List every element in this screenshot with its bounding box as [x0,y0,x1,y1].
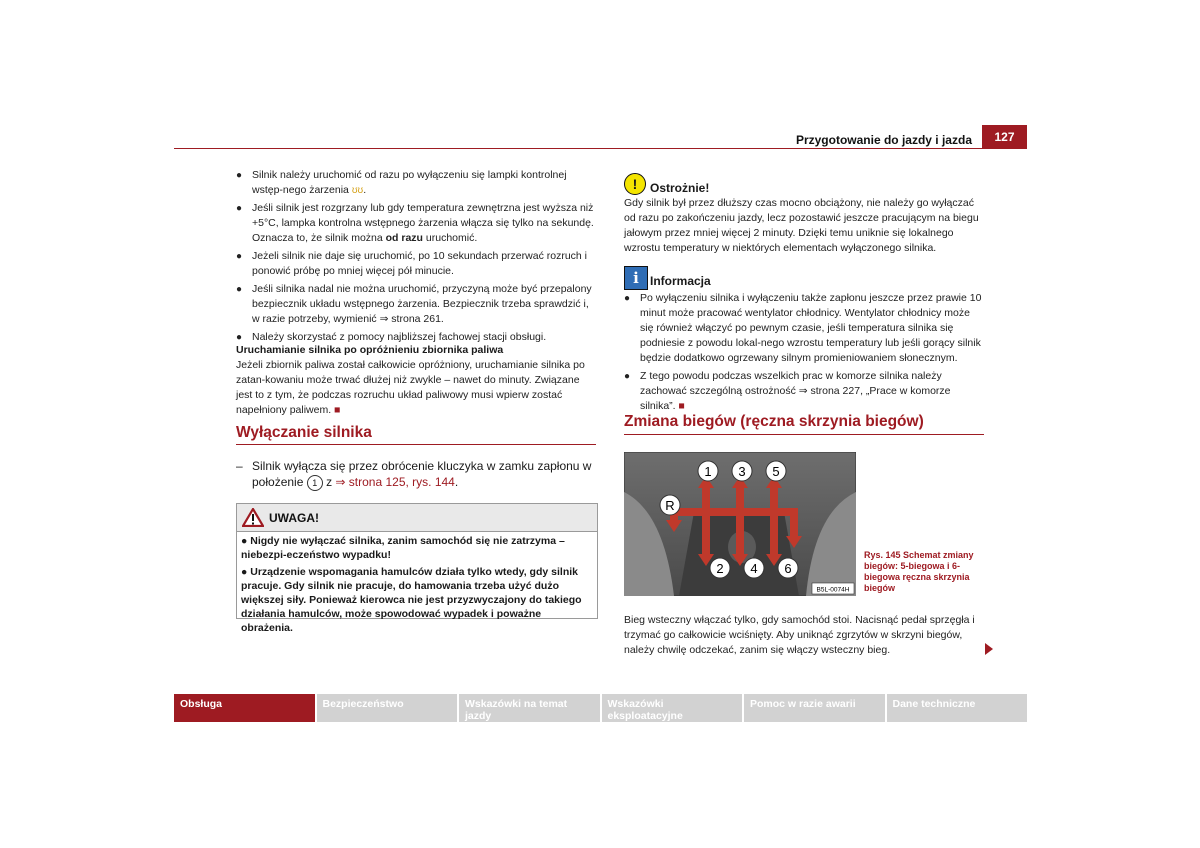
gear-shift-figure [624,452,856,596]
warning-box [236,503,598,634]
warning-label: UWAGA! [269,511,319,525]
list-item: ● Urządzenie wspomagania hamulców działa tylko wtedy, gdy silnik pracuje. Gdy silnik nie pracuje, do hamowania trzeba użyć dużo większej siły. Ponieważ kierowca nie jest przyzwyczajony do takiego działania hamulców, może spowodować wypadek i poważne obrażenia. [241,566,582,634]
gear-2-label: 2 [716,561,724,576]
figure-caption: Rys. 145 Schemat zmiany biegów: 5-biegowa i 6-biegowa ręczna skrzynia biegów [864,550,974,593]
caution-icon: ! [624,173,646,195]
list-item: ● Silnik należy uruchomić od razu po wyłączeniu się lampki kontrolnej wstęp-nego żarzenia ʊʊ. [236,169,567,196]
subheading-text: Jeżeli zbiornik paliwa został całkowicie opróżniony, uruchamianie silnika po zatan-kowaniu może trwać dłużej niż zwykle – nawet do minuty. Związane jest to z tym, że podczas rozruchu układ paliwowy musi wpierw zostać napełniony paliwem. ■ [236,359,585,416]
info-label: Informacja [650,274,711,288]
starting-bullets [236,168,596,348]
section-title-zmiana-biegow: Zmiana biegów (ręczna skrzynia biegów) [624,413,924,430]
bullet-icon: ● [236,203,243,214]
list-item: ● Z tego powodu podczas wszelkich prac w komorze silnika należy zachować szczególną ostrożność ⇒ strona 227, „Prace w komorze silnika”. ■ [624,370,951,412]
tab-obsluga[interactable]: Obsługa [174,694,315,722]
bullet-icon: ● [624,293,631,304]
position-1-icon: 1 [307,475,323,491]
list-item: ● Po wyłączeniu silnika i wyłączeniu także zapłonu jeszcze przez prawie 10 minut może pracować wentylator chłodnicy. Wentylator chłodnicy może się również włączyć po pewnym czasie, jeśli temperatura silnika się podniesie z powodu lokal-nego wzrostu temperatury lub jeśli gorący silnik będzie dodatkowo ogrzewany silnym promieniowaniem słonecznym. [624,292,982,364]
header-rule [174,148,1027,149]
tab-bezpieczenstwo[interactable]: Bezpieczeństwo [317,694,458,722]
gear-r-label: R [665,498,675,513]
gear-5-label: 5 [772,464,780,479]
glow-plug-icon: ʊʊ [351,185,364,196]
gear-1-label: 1 [704,464,712,479]
running-header: Przygotowanie do jazdy i jazda [795,133,972,147]
section-title-wylaczanie: Wyłączanie silnika [236,424,372,441]
gear-3-label: 3 [738,464,746,479]
list-item: ● Jeśli silnika nadal nie można uruchomić, przyczyną może być przepalony bezpiecznik układu wstępnego żarzenia. Bezpiecznik trzeba sprawdzić i, w razie potrzeby, wymienić ⇒ strona 261. [236,283,592,325]
bullet-icon: ● [236,170,243,181]
list-item: ● Jeśli silnik jest rozgrzany lub gdy temperatura zewnętrzna jest wyższa niż +5°C, lampka kontrolna wstępnego żarzenia włącza się tylko na sekundę. Oznacza to, że silnik można od razu uruchomić. [236,202,594,244]
page-number: 127 [982,125,1027,149]
list-item: ● Nigdy nie wyłączać silnika, zanim samochód się nie zatrzyma – niebezpi-eczeństwo wypadku! [241,535,565,561]
tab-dane-techniczne[interactable]: Dane techniczne [887,694,1028,722]
tab-wskazowki-jazda[interactable]: Wskazówki na temat jazdy [459,694,600,722]
warning-body [241,534,593,638]
instruction-step: – Silnik wyłącza się przez obrócenie kluczyka w zamku zapłonu w położenie 1 z ⇒ strona 125, rys. 144. [236,459,592,489]
info-body [624,291,986,417]
bullet-icon: ● [236,332,243,343]
footer-tabs [174,694,1027,722]
tab-pomoc[interactable]: Pomoc w razie awarii [744,694,885,722]
caution-label: Ostrożnie! [650,181,710,195]
warning-triangle-icon [242,508,264,527]
list-item: ● Jeżeli silnik nie daje się uruchomić, po 10 sekundach przerwać rozruch i ponowić próbę po mniej więcej pół minucie. [236,250,587,277]
bullet-icon: ● [236,284,243,295]
end-mark-icon: ■ [334,404,341,416]
tab-wskazowki-eksploatacyjne[interactable]: Wskazówki eksploatacyjne [602,694,743,722]
bullet-icon: ● [241,566,251,578]
bullet-icon: ● [624,371,631,382]
gear-4-label: 4 [750,561,758,576]
warning-header [237,504,597,532]
section-rule [236,444,596,445]
end-mark-icon: ■ [678,400,685,412]
page-reference-link[interactable]: ⇒ strona 125, rys. 144 [335,475,455,489]
caution-text: Gdy silnik był przez dłuższy czas mocno obciążony, nie należy go wyłączać od razu po zakończeniu jazdy, lecz pozostawić jeszcze pracującym na biegu jałowym przez mniej więcej 2 minuty. Dzięki temu uniknie się lokalnego wzrostu temperatury w niektórych elementach wyłączonego silnika. [624,197,979,254]
section-rule [624,434,984,435]
list-item: ● Należy skorzystać z pomocy najbliższej fachowej stacji obsługi. [236,331,547,343]
figure-code: B5L-0074H [816,586,850,594]
subheading: Uruchamianie silnika po opróżnieniu zbiornika paliwa [236,344,504,356]
gear-6-label: 6 [784,561,792,576]
bullet-icon: ● [236,251,243,262]
info-icon: i [624,266,648,290]
gear-change-text: Bieg wsteczny włączać tylko, gdy samochód stoi. Nacisnąć pedał sprzęgła i trzymać go całkowicie wciśnięty. Aby uniknąć zgrzytów w skrzyni biegów, należy chwilę odczekać, zanim się włączy wsteczny bieg. [624,614,975,656]
bullet-icon: ● [241,535,251,547]
continue-arrow-icon [985,643,993,655]
